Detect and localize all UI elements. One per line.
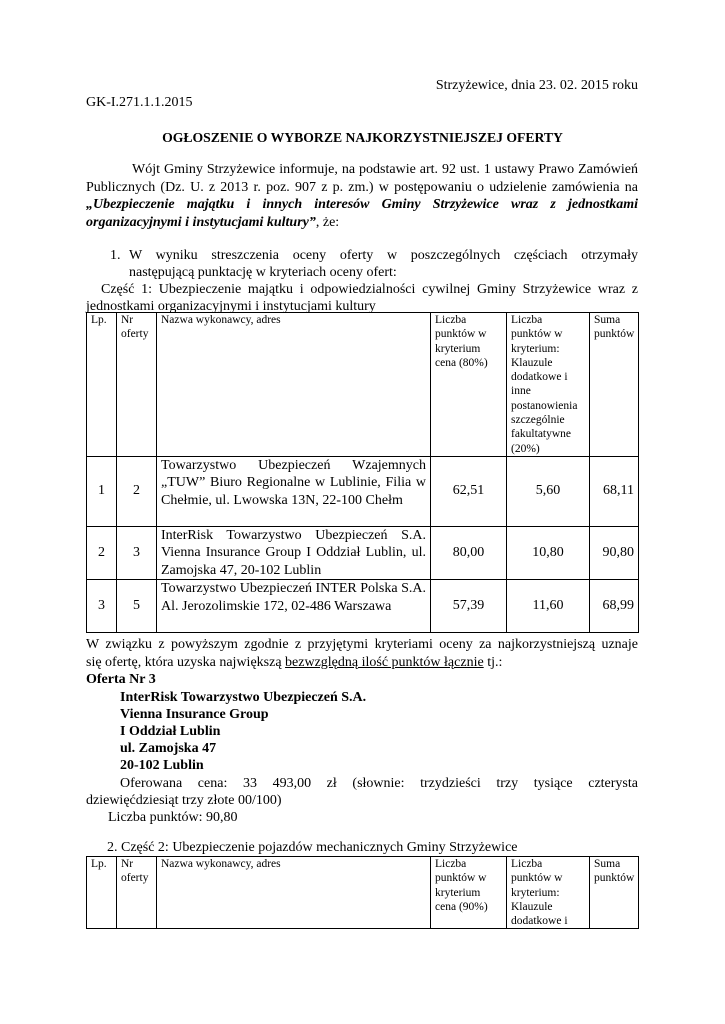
part1-results-table [86,312,639,633]
header-sum: Suma punktów [590,857,639,929]
row-sum: 90,80 [590,526,639,580]
winner-label: Oferta Nr 3 [86,672,156,687]
header-clauses: Liczba punktów w kryterium: Klauzule dodatkowe i inne postanowienia szczególnie fakultatywne (20%) [507,313,590,457]
table-header-row [87,857,639,929]
intro-subject: „Ubezpieczenie majątku i innych interesów Gminy Strzyżewice wraz z jednostkami organizacyjnymi i instytucjami kultury” [86,197,638,230]
row-clauses: 10,80 [507,526,590,580]
winner-points: Liczba punktów: 90,80 [108,810,238,825]
header-price: Liczba punktów w kryterium cena (80%) [431,313,507,457]
row-nr: 2 [117,456,157,526]
intro-text: Wójt Gminy Strzyżewice informuje, na podstawie art. 92 ust. 1 ustawy Prawo Zamówień Publicznych (Dz. U. z 2013 r. poz. 907 z p. zm.) w postępowaniu o udzielenie zamówienia na [86,162,638,195]
header-sum: Suma punktów [590,313,639,457]
row-clauses: 11,60 [507,580,590,633]
part2-caption: 2. Część 2: Ubezpieczenie pojazdów mechanicznych Gminy Strzyżewice [107,840,518,855]
row-name: InterRisk Towarzystwo Ubezpieczeń S.A. Vienna Insurance Group I Oddział Lublin, ul. Zamojska 47, 20-102 Lublin [157,526,431,580]
row-price: 80,00 [431,526,507,580]
table-row [87,580,639,633]
row-nr: 3 [117,526,157,580]
place-date: Strzyżewice, dnia 23. 02. 2015 roku [435,78,638,93]
header-lp: Lp. [87,857,117,929]
point1-line2: następującą punktację w kryteriach oceny ofert: [129,265,397,280]
row-price: 62,51 [431,456,507,526]
part2-results-table [86,856,639,929]
header-nr: Nr oferty [117,857,157,929]
winner-street: ul. Zamojska 47 [120,741,217,756]
part1-caption-line1: Część 1: Ubezpieczenie majątku i odpowiedzialności cywilnej Gminy Strzyżewice wraz z [101,282,638,297]
header-price: Liczba punktów w kryterium cena (90%) [431,857,507,929]
header-clauses: Liczba punktów w kryterium: Klauzule dodatkowe i [507,857,590,929]
conclusion-line2 [86,654,502,671]
row-price: 57,39 [431,580,507,633]
row-lp: 2 [87,526,117,580]
winner-branch: I Oddział Lublin [120,724,221,739]
winner-price-line1: Oferowana cena: 33 493,00 zł (słownie: trzydzieści trzy tysiące czterysta [120,776,638,791]
point1-line1: W wyniku streszczenia oceny oferty w poszczególnych częściach otrzymały [129,248,638,263]
row-clauses: 5,60 [507,456,590,526]
intro-tail: , że: [315,214,340,230]
winner-group: Vienna Insurance Group [120,707,269,722]
part1-caption-line2: jednostkami organizacyjnymi i instytucjami kultury [86,299,376,314]
header-name: Nazwa wykonawcy, adres [157,857,431,929]
winner-name: InterRisk Towarzystwo Ubezpieczeń S.A. [120,690,367,705]
winner-price-line2: dziewięćdziesiąt trzy złote 00/100) [86,793,282,808]
conclusion-underlined: bezwzględną ilość punktów łącznie [285,655,484,670]
conclusion-text: się ofertę, która uzyska największą [86,655,286,670]
point1-number: 1. [110,248,121,263]
row-sum: 68,11 [590,456,639,526]
table-header-row [87,313,639,457]
row-name: Towarzystwo Ubezpieczeń INTER Polska S.A. Al. Jerozolimskie 172, 02-486 Warszawa [157,580,431,633]
table-row [87,526,639,580]
conclusion-tail: tj.: [483,655,503,670]
header-name: Nazwa wykonawcy, adres [157,313,431,457]
document-title: OGŁOSZENIE O WYBORZE NAJKORZYSTNIEJSZEJ OFERTY [162,130,563,145]
row-name: Towarzystwo Ubezpieczeń Wzajemnych „TUW” Biuro Regionalne w Lublinie, Filia w Chełmie, ul. Lwowska 13N, 22-100 Chełm [157,456,431,526]
row-sum: 68,99 [590,580,639,633]
header-nr: Nr oferty [117,313,157,457]
row-lp: 1 [87,456,117,526]
row-lp: 3 [87,580,117,633]
intro-paragraph [86,161,638,231]
reference-number: GK-I.271.1.1.2015 [86,95,193,110]
conclusion-line1: W związku z powyższym zgodnie z przyjętymi kryteriami oceny za najkorzystniejszą uznaje [86,637,638,652]
row-nr: 5 [117,580,157,633]
winner-city: 20-102 Lublin [120,758,204,773]
header-lp: Lp. [87,313,117,457]
table-row [87,456,639,526]
